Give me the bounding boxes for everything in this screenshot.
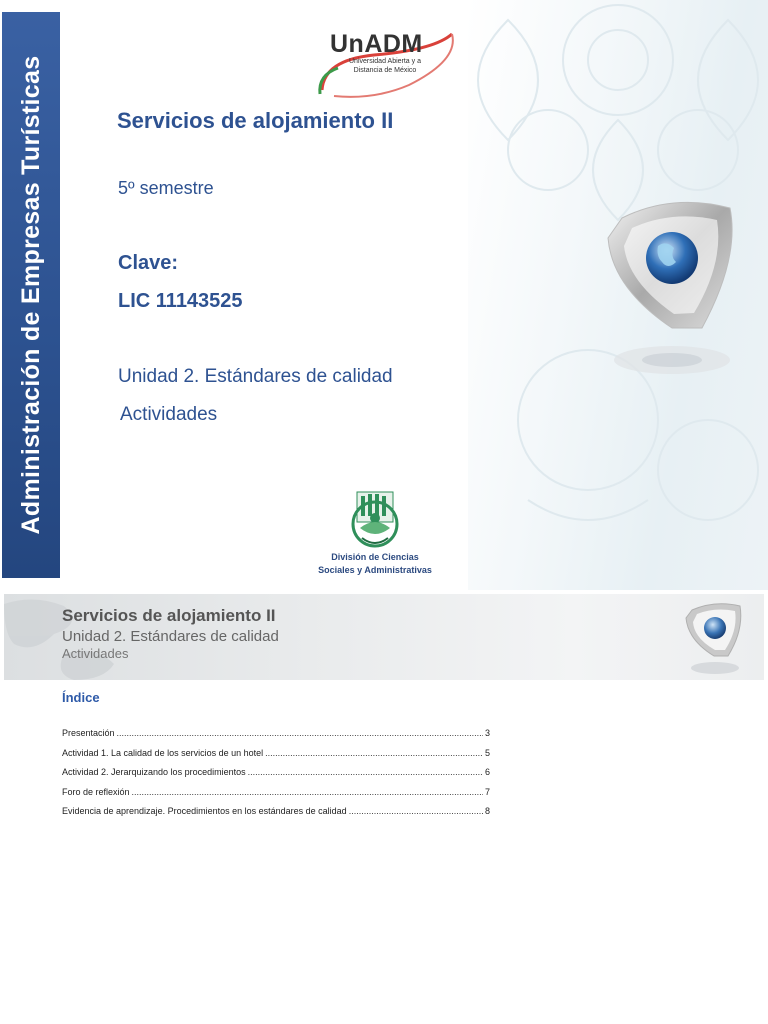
toc-item-label: Foro de reflexión	[62, 786, 130, 797]
toc-leader-dots	[349, 806, 483, 816]
toc-item-page: 8	[484, 806, 490, 816]
division-emblem-icon	[300, 488, 450, 550]
toc-item-label: Evidencia de aprendizaje. Procedimientos en los estándares de calidad	[62, 806, 347, 816]
globe-emblem-icon	[602, 198, 742, 388]
semester: 5º semestre	[118, 178, 214, 198]
clave-label: Clave:	[118, 252, 179, 274]
unit-title: Unidad 2. Estándares de calidad	[118, 366, 393, 387]
header-activities-label: Actividades	[62, 646, 129, 661]
toc-item[interactable]	[62, 806, 490, 826]
logo-subtitle-line2: Distancia de México	[353, 67, 417, 74]
program-name-vertical: Administración de Empresas Turísticas	[17, 55, 45, 535]
toc-item[interactable]	[62, 748, 490, 768]
toc-item[interactable]	[62, 728, 490, 748]
toc-item-label: Actividad 1. La calidad de los servicios de un hotel	[62, 747, 264, 758]
toc-item-page: 5	[484, 747, 490, 758]
index-page	[0, 592, 768, 1024]
index-heading: Índice	[62, 690, 100, 705]
toc-item-label: Actividad 2. Jerarquizando los procedimientos	[62, 767, 246, 777]
header-course-title: Servicios de alojamiento II	[62, 606, 276, 625]
logo-name: UnADM	[330, 30, 423, 58]
unadm-logo	[314, 20, 460, 100]
toc-item[interactable]	[62, 767, 490, 787]
division-logo	[300, 488, 450, 580]
clave-value: LIC 11143525	[118, 290, 243, 312]
program-side-band	[2, 12, 60, 578]
toc-item-page: 7	[484, 786, 490, 797]
toc-leader-dots	[248, 767, 483, 777]
division-name-line2: Sociales y Administrativas	[318, 565, 432, 575]
toc-item-label: Presentación	[62, 728, 115, 738]
division-name-line1: División de Ciencias	[331, 552, 419, 562]
toc-leader-dots	[132, 787, 483, 797]
page-header-band	[4, 594, 764, 680]
header-unit-title: Unidad 2. Estándares de calidad	[62, 628, 279, 645]
header-globe-emblem-icon	[684, 602, 746, 678]
table-of-contents	[62, 728, 490, 826]
toc-item-page: 6	[484, 767, 490, 777]
toc-item-page: 3	[484, 728, 490, 738]
activities-label: Actividades	[120, 404, 218, 425]
toc-leader-dots	[117, 728, 483, 738]
course-title: Servicios de alojamiento II	[117, 108, 394, 133]
toc-leader-dots	[265, 748, 483, 758]
toc-item[interactable]	[62, 787, 490, 807]
logo-subtitle-line1: Universidad Abierta y a	[349, 58, 421, 65]
